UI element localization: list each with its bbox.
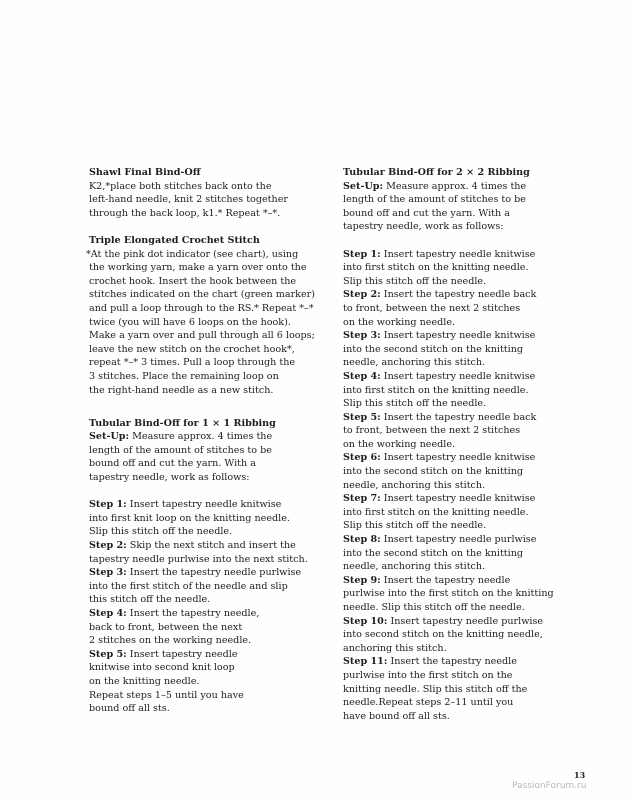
text-line: purlwise into the first stitch on the (343, 669, 513, 681)
section-title: Shawl Final Bind-Off (89, 167, 201, 178)
text-line: knitting needle. Slip this stitch off the (343, 683, 528, 695)
text-line: Make a yarn over and pull through all 6 loops; (89, 330, 315, 342)
text-line: needle. Slip this stitch off the needle. (343, 602, 525, 613)
section-title: Triple Elongated Crochet Stitch (89, 234, 260, 246)
text-line: Slip this stitch off the needle. (343, 275, 487, 287)
text-line: bound off all sts. (89, 703, 170, 715)
setup-line: Set-Up: Measure approx. 4 times the (89, 431, 273, 443)
text-line: needle, anchoring this stitch. (343, 357, 486, 369)
text-line: needle, anchoring this stitch. (343, 561, 486, 573)
step-line: Step 4: Insert tapestry needle knitwise (343, 370, 536, 382)
text-line: to front, between the next 2 stitches (343, 425, 521, 437)
section-tubular-1x1 (89, 417, 308, 716)
text-line: tapestry needle, work as follows: (343, 221, 504, 233)
text-line: Slip this stitch off the needle. (343, 520, 487, 532)
right-column (343, 166, 554, 723)
text-line: into first stitch on the knitting needle. (343, 384, 529, 396)
text-line: into first stitch on the knitting needle. (343, 262, 529, 274)
step-line: Step 11: Insert the tapestry needle (343, 656, 517, 668)
text-line: anchoring this stitch. (343, 642, 447, 654)
section-shawl-bind-off (89, 166, 299, 220)
setup-line: Set-Up: Measure approx. 4 times the (343, 180, 527, 192)
text-line: needle.Repeat steps 2–11 until you (343, 697, 514, 709)
step-line: Step 7: Insert tapestry needle knitwise (343, 493, 536, 505)
text-line: left-hand needle, knit 2 stitches together (89, 194, 288, 206)
watermark: PassionForum.ru (512, 781, 587, 791)
step-line: Step 1: Insert tapestry needle knitwise (89, 499, 282, 511)
text-line: the working yarn, make a yarn over onto the (89, 262, 307, 274)
steps-list (343, 248, 554, 724)
step-line: Step 3: Insert tapestry needle knitwise (343, 330, 536, 342)
step-line: Step 6: Insert tapestry needle knitwise (343, 452, 536, 464)
text-line: tapestry needle purlwise into the next stitch. (89, 553, 308, 565)
text-line: Slip this stitch off the needle. (343, 398, 487, 410)
text-line: 2 stitches on the working needle. (89, 635, 252, 647)
text-line: on the working needle. (343, 438, 456, 450)
left-column (86, 166, 315, 716)
text-line: have bound off all sts. (343, 710, 450, 722)
text-line: Repeat steps 1–5 until you have (89, 689, 244, 701)
text-line: to front, between the next 2 stitches (343, 302, 521, 314)
text-line: and pull a loop through to the RS.* Repeat *–* (89, 302, 314, 314)
text-line: purlwise into the first stitch on the knitting (343, 588, 554, 600)
section-tubular-2x2 (343, 166, 554, 723)
step-line: Step 5: Insert tapestry needle (89, 648, 238, 660)
text-line: length of the amount of stitches to be (89, 444, 272, 456)
step-line: Step 4: Insert the tapestry needle, (89, 608, 260, 619)
text-line: into the second stitch on the knitting (343, 343, 524, 355)
text-line: twice (you will have 6 loops on the hook). (89, 316, 291, 328)
text-line: bound off and cut the yarn. With a (343, 207, 510, 219)
step-line: Step 1: Insert tapestry needle knitwise (343, 248, 536, 260)
text-line: this stitch off the needle. (89, 594, 211, 606)
text-line: length of the amount of stitches to be (343, 194, 526, 206)
section-triple-crochet (86, 234, 315, 397)
step-line: Step 5: Insert the tapestry needle back (343, 411, 537, 423)
text-line: bound off and cut the yarn. With a (89, 458, 256, 470)
text-line: leave the new stitch on the crochet hook*, (89, 343, 295, 355)
text-line: into first stitch on the knitting needle. (343, 506, 529, 518)
text-line: on the knitting needle. (89, 675, 200, 687)
text-line: into the first stitch of the needle and slip (89, 580, 288, 592)
text-line: on the working needle. (343, 316, 456, 328)
text-line: into second stitch on the knitting needle, (343, 629, 543, 641)
step-line: Step 2: Insert the tapestry needle back (343, 289, 537, 301)
section-title: Tubular Bind-Off for 2 × 2 Ribbing (343, 167, 530, 178)
text-line: through the back loop, k1.* Repeat *–*. (89, 207, 281, 219)
text-line: *At the pink dot indicator (see chart), using (86, 248, 299, 260)
text-line: stitches indicated on the chart (green marker) (89, 289, 315, 301)
text-line: K2,*place both stitches back onto the (89, 180, 272, 192)
step-line: Step 8: Insert tapestry needle purlwise (343, 534, 537, 546)
text-line: into the second stitch on the knitting (343, 466, 524, 478)
step-line: Step 2: Skip the next stitch and insert the (89, 540, 296, 552)
text-line: back to front, between the next (89, 621, 243, 633)
page-number: 13 (574, 770, 586, 780)
text-line: Slip this stitch off the needle. (89, 526, 233, 538)
text-line: crochet hook. Insert the hook between the (89, 275, 297, 287)
text-line: into first knit loop on the knitting needle. (89, 512, 290, 524)
text-line: into the second stitch on the knitting (343, 547, 524, 559)
text-line: tapestry needle, work as follows: (89, 472, 250, 484)
step-line: Step 3: Insert the tapestry needle purlwise (89, 567, 302, 579)
section-title: Tubular Bind-Off for 1 × 1 Ribbing (89, 417, 276, 429)
text-line: knitwise into second knit loop (89, 662, 235, 674)
text-line: the right-hand needle as a new stitch. (89, 384, 274, 396)
text-line: repeat *–* 3 times. Pull a loop through the (89, 357, 296, 369)
step-line: Step 9: Insert the tapestry needle (343, 574, 511, 586)
step-line: Step 10: Insert tapestry needle purlwise (343, 615, 544, 627)
text-line: 3 stitches. Place the remaining loop on (89, 370, 279, 382)
text-line: needle, anchoring this stitch. (343, 479, 486, 491)
